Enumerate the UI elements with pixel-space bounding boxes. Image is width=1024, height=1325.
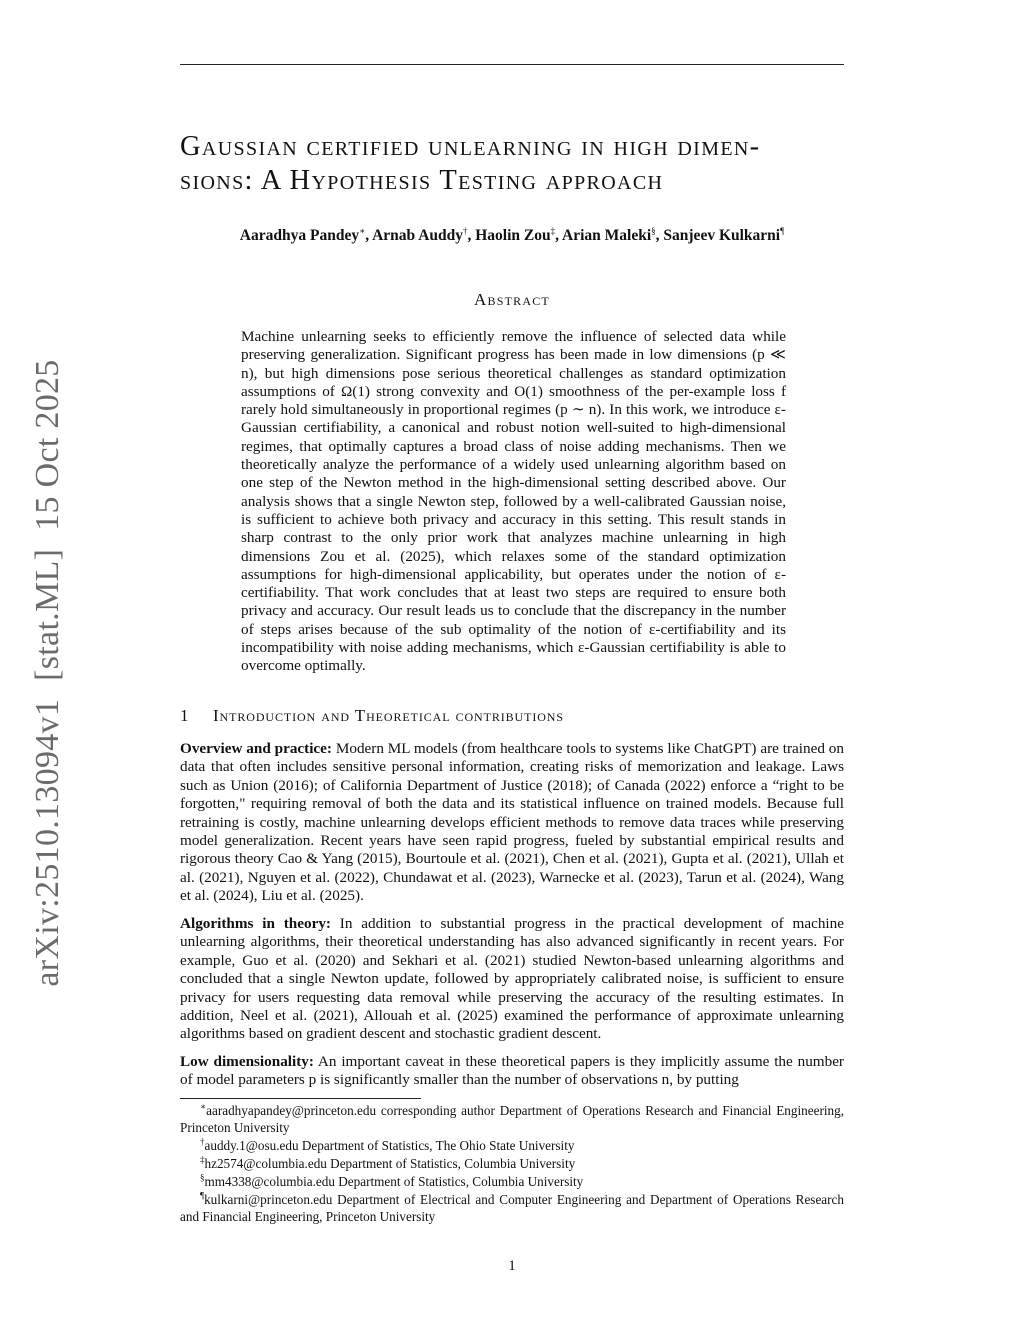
author-mark: ‡ xyxy=(550,226,556,236)
author-name: Arnab Auddy xyxy=(372,227,463,245)
footnote-mark: † xyxy=(200,1136,205,1147)
footnote-rule xyxy=(180,1098,421,1099)
author-name: Sanjeev Kulkarni xyxy=(663,227,781,245)
top-rule xyxy=(180,64,844,65)
title-line-1: Gaussian certified unlearning in high dimen- xyxy=(180,131,761,162)
section-number: 1 xyxy=(180,706,190,725)
paragraph-lead: Overview and practice: xyxy=(180,740,332,757)
footnote-mark: ¶ xyxy=(200,1190,205,1201)
footnotes xyxy=(180,1102,844,1226)
paragraph-lead: Low dimensionality: xyxy=(180,1053,314,1070)
paragraph-body: In addition to substantial progress in the practical development of machine unlearning algorithms, their theoretical understanding has also advanced significantly in recent years. For example, Guo et al. (2020) and Sekhari et al. (2021) studied Newton-based unlearning algorithms and concluded that a single Newton update, followed by appropriately calibrated noise, is sufficient to ensure privacy for users requesting data removal while preserving the accuracy of the resulting estimates. In addition, Neel et al. (2021), Allouah et al. (2025) examined the performance of approximate unlearning algorithms based on gradient descent and stochastic gradient descent. xyxy=(180,915,844,1043)
footnote-mark: ∗ xyxy=(200,1101,207,1112)
author-separator: , xyxy=(365,227,370,245)
footnote-mark: § xyxy=(200,1172,205,1183)
paragraph-body: An important caveat in these theoretical papers is they implicitly assume the number of model parameters p is significantly smaller than the number of observations n, by putting xyxy=(180,1053,844,1089)
section-heading xyxy=(180,706,844,726)
page-number: 1 xyxy=(508,1258,516,1274)
abstract-text: Machine unlearning seeks to efficiently remove the influence of selected data while preserving generalization. Significant progress has been made in low dimensions (p ≪ n), but high dimensions pose serious theoretical challenges as standard optimization assumptions of Ω(1) strong convexity and O(1) smoothness of the per-example loss f rarely hold simultaneously in proportional regimes (p ∼ n). In this work, we introduce ε-Gaussian certifiability, a canonical and robust notion well-suited to high-dimensional regimes, that optimally captures a broad class of noise adding mechanisms. Then we theoretically analyze the performance of a widely used unlearning algorithm based on one step of the Newton method in the high-dimensional setting described above. Our analysis shows that a single Newton step, followed by a well-calibrated Gaussian noise, is sufficient to achieve both privacy and accuracy in this setting. This result stands in sharp contrast to the only prior work that analyzes machine unlearning in high dimensions Zou et al. (2025), which relaxes some of the standard optimization assumptions for high-dimensional applicability, but operates under the notion of ε-certifiability. That work concludes that at least two steps are required to ensure both privacy and accuracy. Our result leads us to conclude that the discrepancy in the number of steps arises because of the sub optimality of the notion of ε-certifiability and its incompatibility with noise adding mechanisms, which ε-Gaussian certifiability is able to overcome optimally. xyxy=(241,328,786,675)
footnote-text: kulkarni@princeton.edu Department of Electrical and Computer Engineering and Department of Operations Research and Financial Engineering, Princeton University xyxy=(180,1192,844,1224)
abstract-heading: Abstract xyxy=(474,290,550,309)
title-line-2: sions: A Hypothesis Testing approach xyxy=(180,165,664,196)
author-name: Arian Maleki xyxy=(562,227,652,245)
paragraph-lead: Algorithms in theory: xyxy=(180,915,331,932)
paragraph-low-dimensionality xyxy=(180,1053,844,1090)
footnote xyxy=(180,1191,844,1225)
author-mark: § xyxy=(651,226,656,236)
section-title: Introduction and Theoretical contributions xyxy=(213,706,564,725)
arxiv-id: arXiv:2510.13094v1 xyxy=(29,698,66,987)
author-name: Aaradhya Pandey xyxy=(239,227,360,245)
author-mark: † xyxy=(463,226,468,236)
footnote-text: aaradhyapandey@princeton.edu corresponding author Department of Operations Research and Financial Engineering, Princeton University xyxy=(180,1103,844,1135)
arxiv-category: [stat.ML] xyxy=(29,548,66,681)
footnote-text: hz2574@columbia.edu Department of Statistics, Columbia University xyxy=(204,1156,576,1171)
footnote-mark: ‡ xyxy=(200,1154,205,1165)
footnote xyxy=(180,1173,844,1190)
paragraph-algorithms xyxy=(180,915,844,1044)
arxiv-side-stamp xyxy=(29,341,67,986)
author-separator: , xyxy=(655,227,660,245)
footnote-text: mm4338@columbia.edu Department of Statistics, Columbia University xyxy=(204,1174,584,1189)
author-separator: , xyxy=(467,227,472,245)
author-separator: , xyxy=(555,227,559,245)
paper-title xyxy=(180,130,844,198)
arxiv-date: 15 Oct 2025 xyxy=(29,359,66,531)
paragraph-body: Modern ML models (from healthcare tools to systems like ChatGPT) are trained on data that often includes sensitive personal information, creating risks of memorization and leakage. Laws such as Union (2016); of California Department of Justice (2018); of Canada (2022) enforce a “right to be forgotten," requiring removal of both the data and its statistical influence on trained models. Because full retraining is costly, machine unlearning develops efficient methods to remove data traces while preserving model generalization. Recent years have seen rapid progress, fueled by substantial empirical results and rigorous theory Cao & Yang (2015), Bourtoule et al. (2021), Chen et al. (2021), Gupta et al. (2021), Ullah et al. (2021), Nguyen et al. (2022), Chundawat et al. (2023), Warnecke et al. (2023), Tarun et al. (2024), Wang et al. (2024), Liu et al. (2025). xyxy=(180,740,844,905)
footnote xyxy=(180,1102,844,1136)
author-list xyxy=(180,226,844,245)
author-mark: ∗ xyxy=(359,226,366,236)
author-mark: ¶ xyxy=(780,226,785,236)
paragraph-overview xyxy=(180,740,844,906)
footnote xyxy=(180,1155,844,1172)
footnote-text: auddy.1@osu.edu Department of Statistics, The Ohio State University xyxy=(204,1138,575,1153)
footnote xyxy=(180,1137,844,1154)
author-name: Haolin Zou xyxy=(475,227,551,245)
